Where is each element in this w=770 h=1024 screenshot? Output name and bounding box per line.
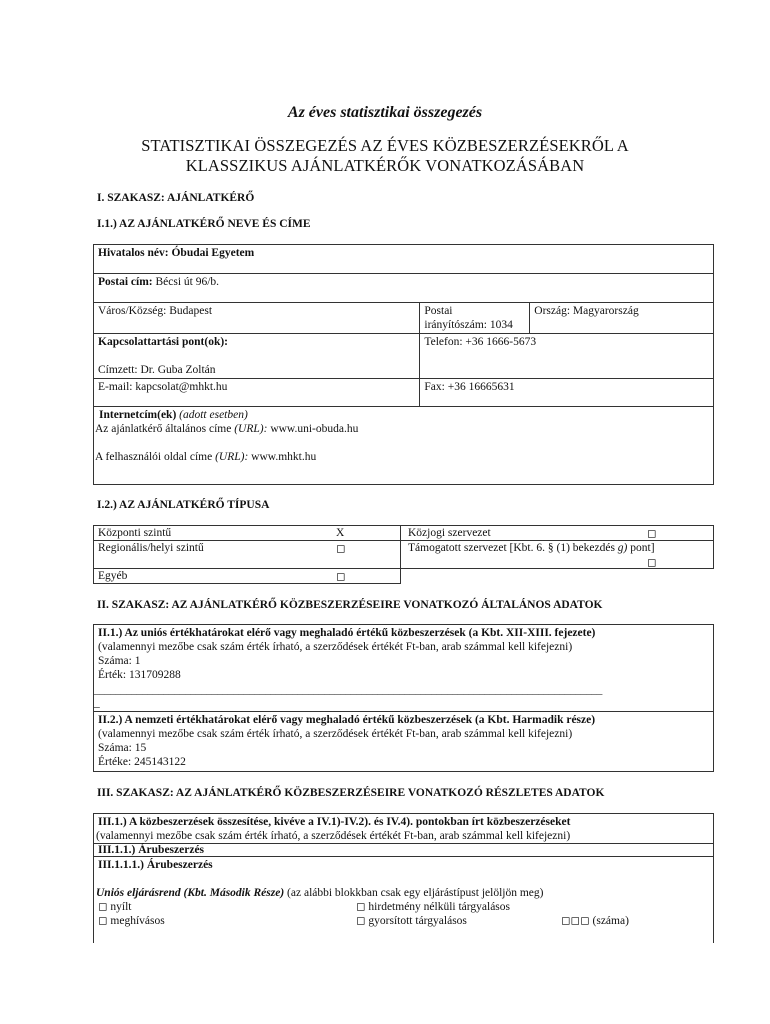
general-url-line	[95, 422, 709, 436]
type-supported-text: Támogatott szervezet [Kbt. 6. § (1) bekezdés	[408, 542, 615, 554]
accelerated-negotiated-checkbox[interactable]: ◻ gyorsított tárgyalásos	[356, 915, 467, 927]
type-public-body-checkbox[interactable]: ◻	[647, 528, 657, 540]
general-url-tag: (URL):	[234, 423, 268, 435]
subtitle-line-1: STATISZTIKAI ÖSSZEGEZÉS AZ ÉVES KÖZBESZERZÉSEKRŐL A	[141, 136, 629, 155]
eu-procedure-label: Uniós eljárásrend (Kbt. Második Része)	[96, 887, 285, 899]
summary-heading: III.1.) A közbeszerzések összesítése, kivéve a IV.1)-IV.2). és IV.4). pontokban írt közbeszerzéseket	[98, 816, 571, 828]
eu-threshold-count: Száma: 1	[98, 655, 141, 667]
national-threshold-value: Értéke: 245143122	[98, 756, 186, 768]
restricted-procedure-checkbox[interactable]: ◻ meghívásos	[98, 915, 165, 927]
eu-threshold-heading: II.1.) Az uniós értékhatárokat elérő vagy meghaladó értékű közbeszerzések (a Kbt. XII-XIII. fejezete)	[98, 627, 596, 639]
contact-label: Kapcsolattartási pont(ok):	[98, 336, 229, 348]
document-subtitle	[60, 136, 710, 176]
type-public-body-label: Közjogi szervezet	[408, 527, 491, 539]
general-url-link[interactable]: www.uni-obuda.hu	[270, 423, 359, 435]
internet-cell	[94, 407, 714, 485]
official-name-value: Óbudai Egyetem	[171, 247, 255, 259]
subtitle-line-2: KLASSZIKUS AJÁNLATKÉRŐK VONATKOZÁSÁBAN	[185, 156, 585, 175]
goods-heading: III.1.1.) Árubeszerzés	[98, 844, 205, 856]
procedure-count-boxes[interactable]: ◻◻◻ (száma)	[561, 915, 629, 927]
fax-cell: Fax: +36 16665631	[420, 379, 714, 407]
type-supported-italic: g)	[617, 542, 628, 554]
official-name-label: Hivatalos név:	[98, 247, 169, 259]
national-threshold-heading: II.2.) A nemzeti értékhatárokat elérő vagy meghaladó értékű közbeszerzések (a Kbt. Harmadik része)	[98, 714, 596, 726]
buyer-url-prefix: A felhasználói oldal címe	[95, 451, 213, 463]
city-cell: Város/Község: Budapest	[94, 303, 420, 334]
postal-address-label: Postai cím:	[98, 276, 153, 288]
open-procedure-checkbox[interactable]: ◻ nyílt	[98, 901, 132, 913]
type-regional-checkbox[interactable]: ◻	[336, 543, 346, 555]
type-central-label: Központi szintű	[98, 527, 172, 539]
postal-code-line-2: irányítószám: 1034	[424, 319, 513, 331]
type-supported-checkbox[interactable]: ◻	[647, 557, 657, 569]
eu-procedure-note: (az alábbi blokkban csak egy eljárástípust jelöljön meg)	[287, 887, 544, 899]
postal-address-value: Bécsi út 96/b.	[155, 276, 220, 288]
type-regional-label: Regionális/helyi szintű	[98, 542, 204, 554]
type-left-divider-2	[93, 568, 401, 569]
buyer-url-tag: (URL):	[215, 451, 249, 463]
buyer-url-line	[95, 450, 709, 464]
eu-threshold-value: Érték: 131709288	[98, 669, 181, 681]
contact-cell	[94, 334, 420, 379]
phone-cell: Telefon: +36 1666-5673	[420, 334, 714, 379]
national-threshold-count: Száma: 15	[98, 742, 147, 754]
postal-code-cell	[420, 303, 530, 334]
separator-line: _______________________________________________________________________________________________	[94, 684, 603, 696]
section-1-1-heading: I.1.) AZ AJÁNLATKÉRŐ NEVE ÉS CÍME	[97, 218, 311, 230]
general-url-prefix: Az ajánlatkérő általános címe	[95, 423, 232, 435]
type-supported-end: pont]	[630, 542, 655, 554]
postal-code-line-1: Postai	[424, 305, 453, 317]
internet-label: Internetcím(ek)	[99, 409, 177, 421]
national-threshold-note: (valamennyi mezőbe csak szám érték írható, a szerződések értékét Ft-ban, arab számmal kell kifejezni)	[98, 728, 573, 740]
official-name-cell	[94, 245, 714, 274]
negotiated-no-notice-checkbox[interactable]: ◻ hirdetmény nélküli tárgyalásos	[356, 901, 511, 913]
type-other-checkbox[interactable]: ◻	[336, 571, 346, 583]
document-title: Az éves statisztikai összegezés	[287, 104, 483, 121]
eu-procedure-line	[96, 886, 543, 900]
type-supported-label	[408, 541, 655, 555]
section-1-heading: I. SZAKASZ: AJÁNLATKÉRŐ	[97, 192, 255, 204]
email-cell: E-mail: kapcsolat@mhkt.hu	[94, 379, 420, 407]
summary-note: (valamennyi mezőbe csak szám érték írható, a szerződések értékét Ft-ban, arab számmal kell kifejezni)	[96, 830, 571, 842]
contracting-authority-table	[93, 244, 714, 485]
general-data-divider	[93, 711, 714, 712]
section-2-heading: II. SZAKASZ: AZ AJÁNLATKÉRŐ KÖZBESZERZÉSEIRE VONATKOZÓ ÁLTALÁNOS ADATOK	[97, 599, 603, 611]
type-other-label: Egyéb	[98, 570, 128, 582]
section-3-heading: III. SZAKASZ: AZ AJÁNLATKÉRŐ KÖZBESZERZÉSEIRE VONATKOZÓ RÉSZLETES ADATOK	[97, 787, 605, 799]
internet-note: (adott esetben)	[179, 409, 248, 421]
goods-sub-heading: III.1.1.1.) Árubeszerzés	[98, 859, 213, 871]
buyer-url-link[interactable]: www.mhkt.hu	[251, 451, 317, 463]
eu-threshold-note: (valamennyi mezőbe csak szám érték írható, a szerződések értékét Ft-ban, arab számmal kell kifejezni)	[98, 641, 573, 653]
postal-address-cell	[94, 274, 714, 303]
section-1-2-heading: I.2.) AZ AJÁNLATKÉRŐ TÍPUSA	[97, 499, 270, 511]
country-cell: Ország: Magyarország	[530, 303, 714, 334]
type-central-checkbox[interactable]: X	[336, 527, 345, 539]
addressee: Címzett: Dr. Guba Zoltán	[98, 364, 216, 376]
separator-line-2: _	[94, 697, 100, 709]
